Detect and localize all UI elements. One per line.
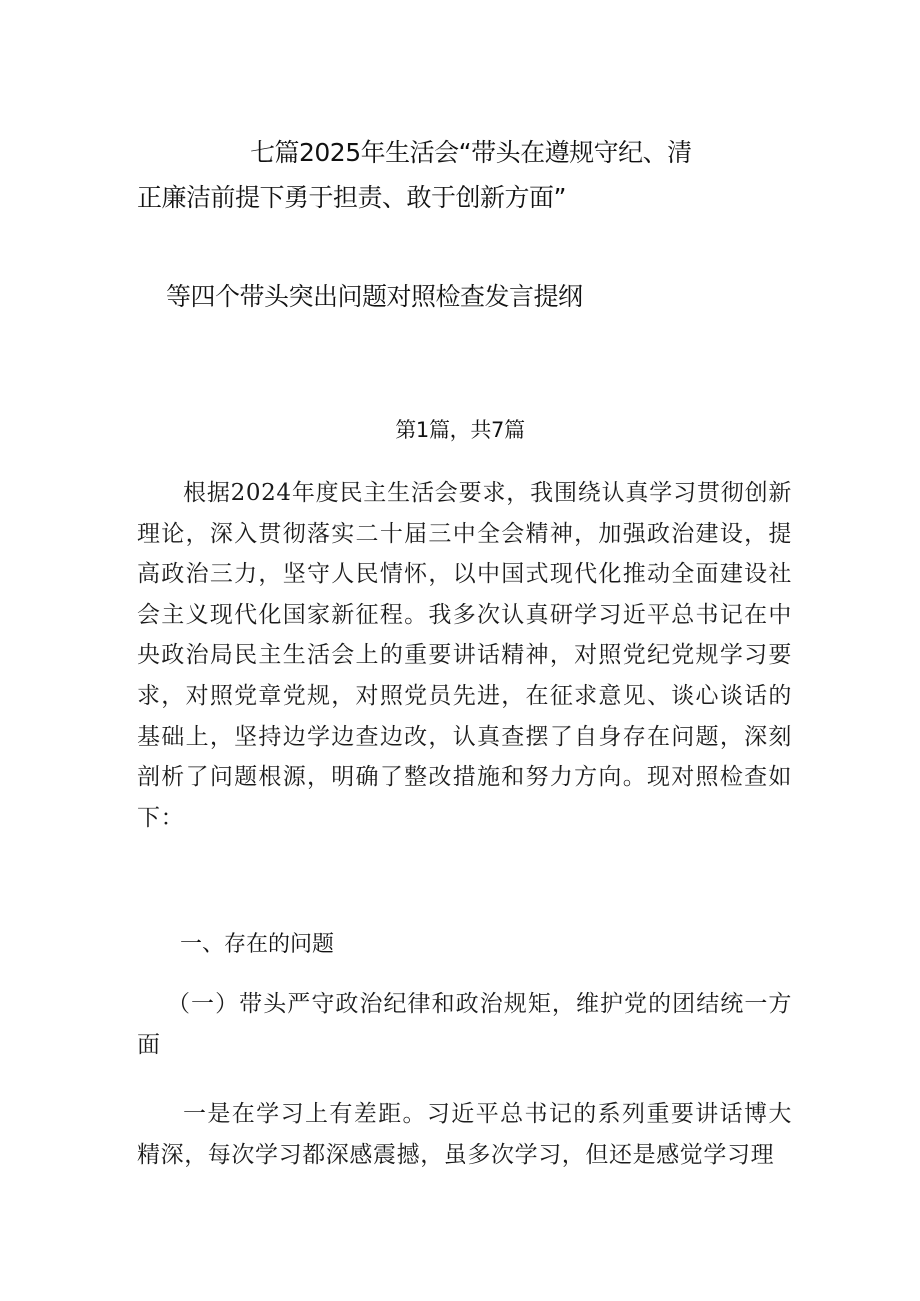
title-line-2: 正廉洁前提下勇于担责、敢于创新方面” <box>137 183 566 212</box>
subsection-heading: （一）带头严守政治纪律和政治规矩，维护党的团结统一方面 <box>137 991 792 1058</box>
part-label: 第1篇，共7篇 <box>395 418 525 442</box>
section-heading: 一、存在的问题 <box>180 932 335 957</box>
first-point-paragraph: 一是在学习上有差距。习近平总书记的系列重要讲话博大精深，每次学习都深感震撼，虽多次学习，但还是感觉学习理 <box>137 1101 792 1168</box>
title-line-3: 等四个带头突出问题对照检查发言提纲 <box>166 282 583 311</box>
intro-paragraph: 根据2024年度民主生活会要求，我围绕认真学习贯彻创新理论，深入贯彻落实二十届三中全会精神，加强政治建设，提高政治三力，坚守人民情怀，以中国式现代化推动全面建设社会主义现代化国家新征程。我多次认真研学习近平总书记在中央政治局民主生活会上的重要讲话精神，对照党纪党规学习要求，对照党章党规，对照党员先进，在征求意见、谈心谈话的基础上，坚持边学边查边改，认真查摆了自身存在问题，深刻剖析了问题根源，明确了整改措施和努力方向。现对照检查如下： <box>137 480 792 831</box>
title-line-1: 七篇2025年生活会“带头在遵规守纪、清 <box>250 138 692 167</box>
